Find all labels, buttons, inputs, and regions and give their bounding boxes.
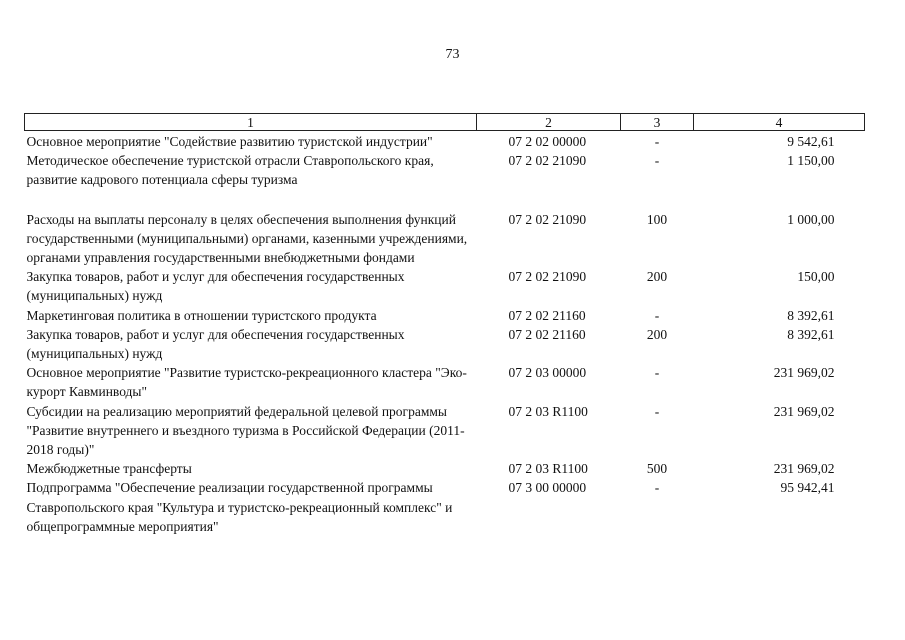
column-header-1: 1 bbox=[25, 114, 477, 131]
table-row bbox=[25, 306, 865, 325]
row-amount: 9 542,61 bbox=[787, 134, 835, 149]
row-amount: 8 392,61 bbox=[787, 326, 835, 342]
table-row bbox=[25, 151, 865, 209]
row-amount: 1 000,00 bbox=[787, 211, 835, 227]
row-amount: 231 969,02 bbox=[773, 403, 835, 419]
row-expense-type: 500 bbox=[646, 461, 668, 477]
row-code: 07 2 02 21160 bbox=[508, 326, 586, 342]
row-code: 07 3 00 00000 bbox=[508, 480, 587, 496]
row-expense-type: - bbox=[654, 307, 660, 323]
row-name: Субсидии на реализацию мероприятий федеральной целевой программы "Развитие внутреннего и въездного туризма в Российской Федерации (2011-2018 годы)" bbox=[26, 403, 465, 458]
row-code: 07 2 02 21090 bbox=[508, 153, 587, 169]
row-expense-type: - bbox=[654, 134, 660, 149]
row-code: 07 2 02 00000 bbox=[508, 134, 587, 149]
table-row bbox=[25, 478, 865, 536]
table-row bbox=[25, 131, 865, 152]
row-code: 07 2 03 R1100 bbox=[508, 461, 588, 477]
column-header-2: 2 bbox=[477, 114, 621, 131]
table-row bbox=[25, 402, 865, 460]
row-amount: 1 150,00 bbox=[787, 153, 835, 169]
column-header-3: 3 bbox=[621, 114, 694, 131]
row-code: 07 2 03 R1100 bbox=[508, 403, 588, 419]
row-name: Расходы на выплаты персоналу в целях обеспечения выполнения функций государственными (муниципальными) органами, казенными учреждениями, органами управления государственными внебюджетными фондами bbox=[26, 211, 468, 266]
row-name: Маркетинговая политика в отношении туристского продукта bbox=[26, 307, 377, 323]
table-row bbox=[25, 210, 865, 268]
row-code: 07 2 02 21090 bbox=[508, 269, 587, 285]
row-amount: 231 969,02 bbox=[773, 461, 835, 477]
table-header-row bbox=[25, 114, 865, 131]
row-name: Основное мероприятие "Содействие развитию туристской индустрии" bbox=[26, 134, 433, 149]
table-row bbox=[25, 267, 865, 305]
budget-table bbox=[24, 113, 865, 536]
row-code: 07 2 02 21160 bbox=[508, 307, 586, 323]
row-expense-type: 100 bbox=[646, 211, 668, 227]
page-number: 73 bbox=[445, 47, 460, 62]
row-name: Межбюджетные трансферты bbox=[26, 461, 192, 477]
row-expense-type: - bbox=[654, 365, 660, 381]
row-code: 07 2 03 00000 bbox=[508, 365, 587, 381]
row-name: Методическое обеспечение туристской отрасли Ставропольского края, развитие кадрового потенциала сферы туризма bbox=[26, 153, 434, 188]
row-name: Подпрограмма "Обеспечение реализации государственной программы Ставропольского края "Культура и туристско-рекреационный комплекс" и общепрограммные мероприятия" bbox=[26, 480, 453, 534]
row-expense-type: - bbox=[654, 153, 660, 169]
row-expense-type: - bbox=[654, 403, 660, 419]
column-header-4: 4 bbox=[694, 114, 865, 131]
row-expense-type: 200 bbox=[646, 269, 668, 285]
row-amount: 231 969,02 bbox=[773, 365, 835, 381]
table-row bbox=[25, 325, 865, 363]
row-expense-type: 200 bbox=[646, 326, 668, 342]
row-amount: 95 942,41 bbox=[780, 480, 835, 496]
row-amount: 8 392,61 bbox=[787, 307, 835, 323]
row-expense-type: - bbox=[654, 480, 660, 496]
row-code: 07 2 02 21090 bbox=[508, 211, 587, 227]
row-name: Закупка товаров, работ и услуг для обеспечения государственных (муниципальных) нужд bbox=[26, 326, 405, 362]
row-name: Основное мероприятие "Развитие туристско-рекреационного кластера "Эко-курорт Кавминводы" bbox=[26, 365, 467, 400]
row-name: Закупка товаров, работ и услуг для обеспечения государственных (муниципальных) нужд bbox=[26, 269, 405, 304]
row-amount: 150,00 bbox=[797, 269, 835, 285]
table-row bbox=[25, 459, 865, 478]
table-row bbox=[25, 363, 865, 401]
